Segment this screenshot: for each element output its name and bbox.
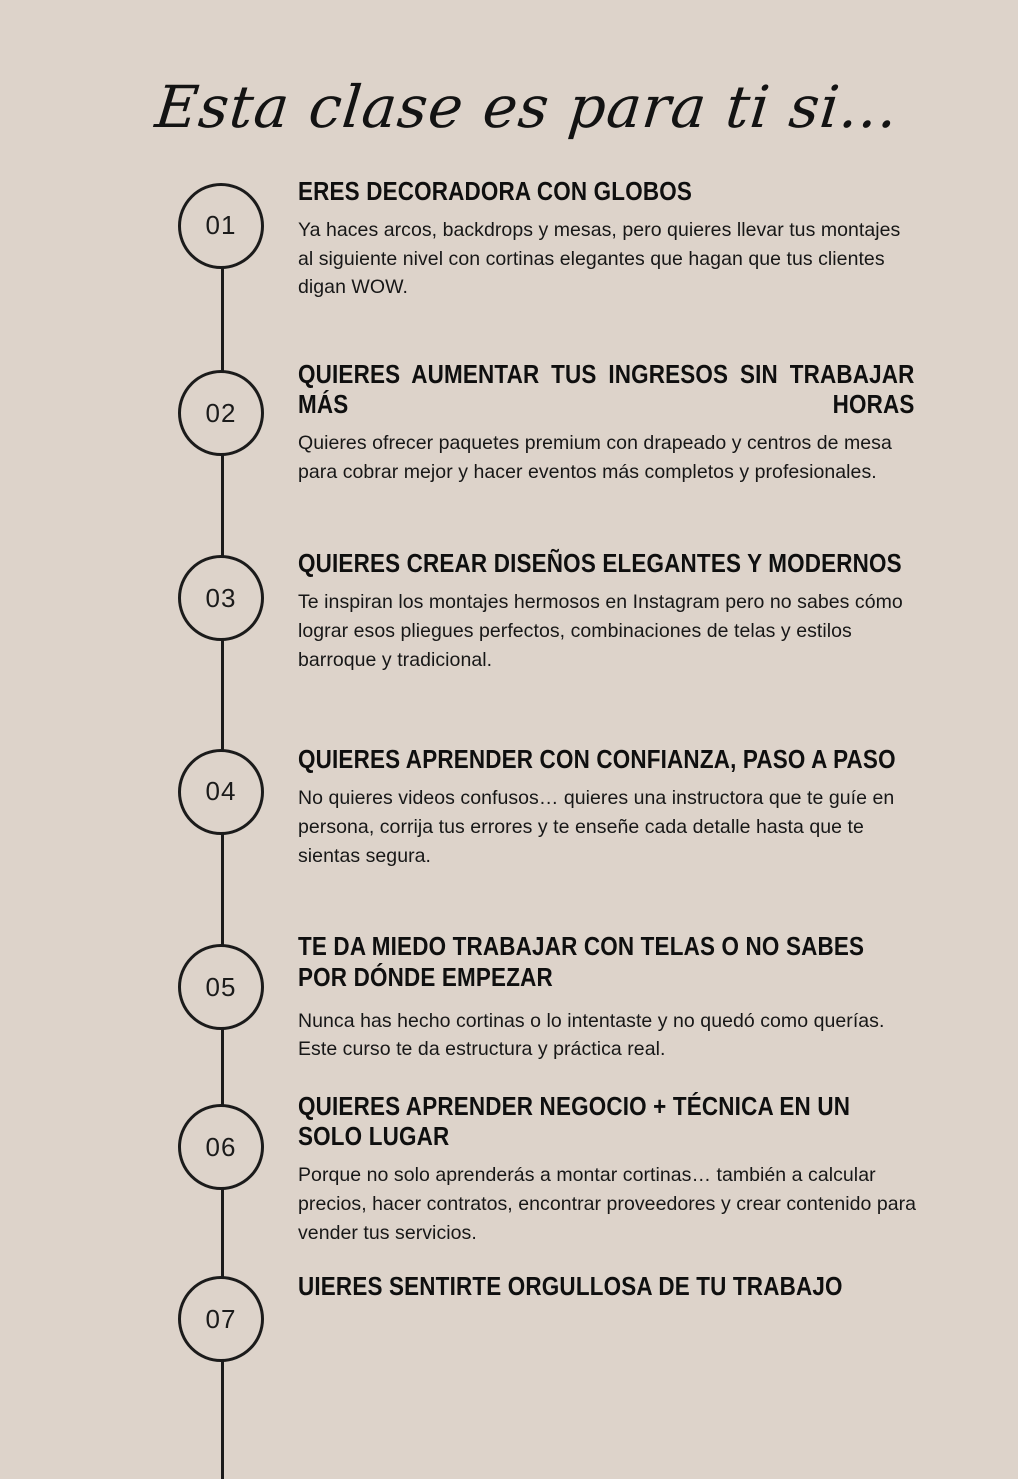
list-item-content: [298, 549, 918, 675]
list-item-description: Ya haces arcos, backdrops y mesas, pero quieres llevar tus montajes al siguiente nivel con cortinas elegantes que hagan que tus clientes digan WOW.: [298, 218, 901, 299]
list-item-title: QUIERES APRENDER CON CONFIANZA, PASO A PASO: [298, 745, 896, 774]
step-number-badge: 06: [178, 1104, 264, 1190]
list-item-title: QUIERES CREAR DISEÑOS ELEGANTES Y MODERNOS: [298, 550, 902, 579]
step-number-badge: 02: [178, 370, 264, 456]
list-item-description: Nunca has hecho cortinas o lo intentaste y no quedó como querías. Este curso te da estructura y práctica real.: [298, 1009, 885, 1061]
step-number-badge: 05: [178, 944, 264, 1030]
list-item-description: No quieres videos confusos… quieres una instructora que te guíe en persona, corrija tus errores y te enseñe cada detalle hasta que te sientas segura.: [298, 786, 895, 867]
list-item: [0, 360, 1018, 487]
list-item: [0, 745, 1018, 871]
step-number-badge: 03: [178, 555, 264, 641]
step-number-badge: 04: [178, 749, 264, 835]
list-item-description: Quieres ofrecer paquetes premium con drapeado y centros de mesa para cobrar mejor y hacer eventos más completos y profesionales.: [298, 432, 892, 484]
list-item: [0, 549, 1018, 675]
list-item-title: QUIERES APRENDER NEGOCIO + TÉCNICA EN UN SOLO LUGAR: [298, 1093, 851, 1152]
timeline-list: [0, 177, 1018, 1334]
list-item-title: ERES DECORADORA CON GLOBOS: [298, 177, 692, 206]
list-item: [0, 1092, 1018, 1248]
list-item-title: QUIERES AUMENTAR TUS INGRESOS SIN TRABAJAR MÁS HORAS: [298, 361, 915, 420]
step-number-badge: 01: [178, 183, 264, 269]
list-item-content: [298, 177, 918, 303]
page-title: Esta clase es para ti si...: [152, 72, 902, 141]
list-item-content: [298, 360, 918, 487]
list-item-content: [298, 745, 918, 871]
list-item-description: Porque no solo aprenderás a montar cortinas… también a calcular precios, hacer contratos, encontrar proveedores y crear contenido para vender tus servicios.: [298, 1164, 917, 1245]
list-item-description: Te inspiran los montajes hermosos en Instagram pero no sabes cómo lograr esos pliegues perfectos, combinaciones de telas y estilos barroque y tradicional.: [298, 591, 903, 671]
list-item-title: UIERES SENTIRTE ORGULLOSA DE TU TRABAJO: [298, 1273, 843, 1302]
list-item-title: TE DA MIEDO TRABAJAR CON TELAS O NO SABES POR DÓNDE EMPEZAR: [298, 933, 865, 992]
list-item: [0, 1272, 1018, 1334]
step-number-badge: 07: [178, 1276, 264, 1362]
infographic-page: [0, 39, 1018, 1479]
list-item: [0, 177, 1018, 303]
list-item: [0, 932, 1018, 1064]
list-item-content: [298, 1272, 918, 1311]
list-item-content: [298, 1092, 918, 1248]
list-item-content: [298, 932, 918, 1064]
